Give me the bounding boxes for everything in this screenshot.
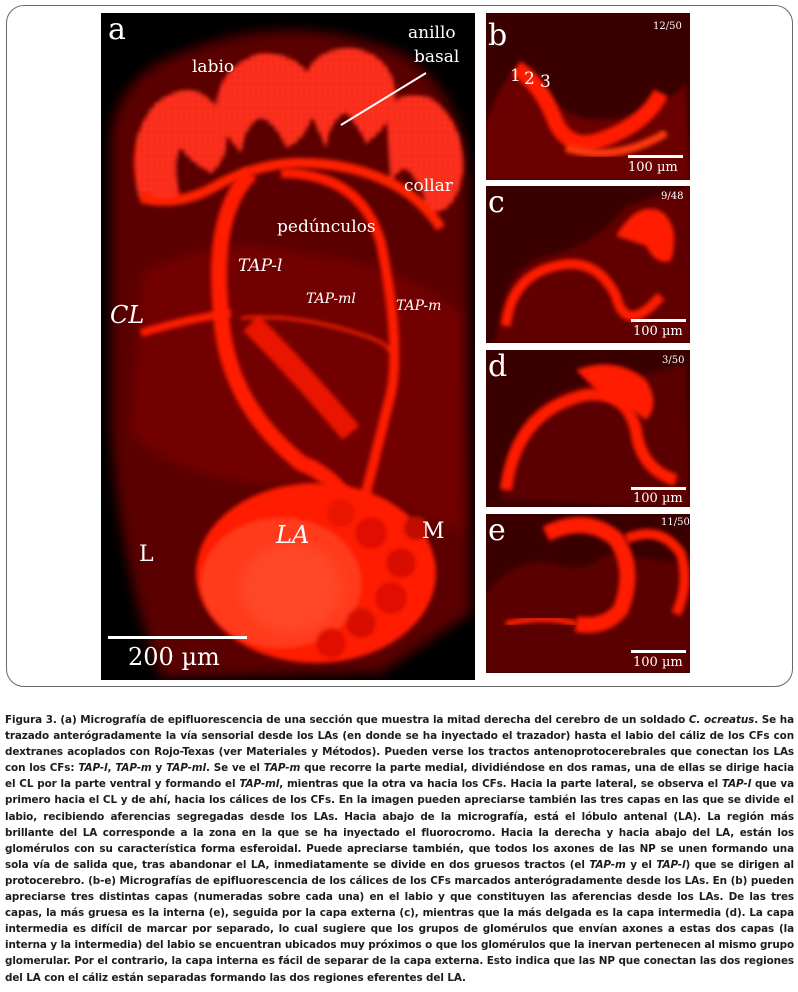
caption-tap-l: TAP-l [656, 858, 686, 871]
scale-bar-d [631, 487, 686, 490]
micrograph-panel-b [486, 13, 690, 180]
scale-bar-a [108, 636, 247, 639]
panel-b-letter: b [488, 18, 508, 53]
label-tap-m: TAP-m [396, 298, 442, 314]
label-cl: CL [110, 301, 145, 329]
caption-tap-m: TAP-m [589, 858, 626, 871]
caption-tap-ml: TAP-ml [239, 778, 280, 791]
label-l: L [139, 542, 154, 567]
caption-tap-l: TAP-l [78, 762, 108, 775]
label-tap-ml: TAP-ml [306, 291, 356, 307]
layer-3: 3 [540, 72, 551, 92]
caption-species: C. ocreatus [688, 714, 755, 726]
scale-label-a: 200 µm [128, 643, 220, 671]
micrograph-panel-c [486, 186, 690, 343]
caption-text: que va primero hacia el CL y de ahí, hacia los cálices de los CFs. En la imagen pueden apreciarse también las tres capas en las que se divide el labio, recibiendo aferencias segregadas desde los LAs. Hacia abajo de la micrografía, está el lóbulo antenal (LA). La región más brillante del LA corresponde a la zona en la que se ha inyectado el fluorocromo. Hacia la derecha y hacia abajo del LA, están los glomérulos con su característica forma esferoidal. Puede apreciarse también, que todos los axones de las NP se unen formando una sola vía de salida que, tras abandonar el LA, inmediatamente se divide en dos gruesos tractos (el [5, 778, 795, 871]
caption-text: . Se ha trazado anterógradamente la vía sensorial desde los LAs (en donde se ha inyectado el trazador) hasta el labio del cáliz de los CFs con dextranes acoplados con Rojo-Texas (ver Materiales y Métodos). Pueden verse los tractos antenoprotocerebrales que conectan los LAs con los CFs: [5, 714, 794, 775]
label-pedunculos: pedúnculos [277, 217, 376, 237]
section-count-e: 11/50 [661, 517, 690, 528]
scale-label-c: 100 µm [633, 324, 683, 339]
panel-d-letter: d [488, 350, 508, 384]
micrograph-panel-a [101, 13, 475, 680]
caption-text: (a) Micrografía de epifluorescencia de una sección que muestra la mitad derecha del cerebro de un soldado [56, 714, 689, 726]
caption-text: y el [625, 858, 657, 871]
figure-caption [5, 712, 794, 986]
caption-tap-m: TAP-m [115, 762, 152, 775]
micrograph-panel-d [486, 350, 690, 507]
caption-text: , mientras que la otra va hacia los CFs. Hacia la parte lateral, se observa el [279, 778, 722, 791]
label-basal: basal [414, 47, 460, 67]
label-anillo: anillo [408, 23, 456, 43]
caption-text: ) que se dirigen al protocerebro. (b-e) Micrografías de epifluorescencia de los cálices de los CFs marcados anterógradamente desde los LAs. En (b) pueden apreciarse tres distintas capas (numeradas sobre cada una) en el labio y que constituyen las aferencias desde los LAs. De las tres capas, la más gruesa es la interna (e), seguida por la capa externa (c), mientras que la más delgada es la capa intermedia (d). La capa intermedia es difícil de marcar por separado, lo cual sugiere que los grupos de glomérulos que envían axones a estas dos capas (la interna y la intermedia) del labio se encuentran ubicados muy próximos o que los glomérulos que la inervan pertenecen al mismo grupo glomerular. Por el contrario, la capa interna es fácil de separar de la capa externa. Esto indica que las NP que conectan las dos regiones del LA con el cáliz están separadas formando las dos regiones eferentes del LA. [5, 858, 795, 984]
scale-bar-e [631, 650, 686, 653]
caption-text: y [151, 762, 167, 775]
micrograph-d-image [486, 350, 690, 507]
label-labio: labio [192, 57, 235, 77]
layer-2: 2 [524, 69, 535, 89]
label-m: M [422, 519, 445, 544]
panel-a-letter: a [108, 13, 126, 47]
caption-text: , [107, 762, 116, 775]
label-tap-l: TAP-l [238, 256, 283, 276]
scale-bar-c [631, 319, 686, 322]
caption-tap-l: TAP-l [721, 778, 752, 791]
panel-c-letter: c [488, 186, 505, 220]
caption-tap-ml: TAP-ml [166, 762, 206, 775]
caption-tap-m: TAP-m [263, 762, 301, 775]
caption-figure-number: Figura 3. [5, 714, 57, 726]
scale-label-b: 100 µm [628, 160, 678, 175]
caption-text: . Se ve el [205, 762, 264, 775]
section-count-c: 9/48 [661, 191, 684, 202]
scale-bar-b [628, 155, 683, 158]
micrograph-panel-e [486, 514, 690, 673]
scale-label-e: 100 µm [633, 655, 683, 670]
label-collar: collar [404, 176, 453, 196]
panel-e-letter: e [488, 514, 506, 548]
label-la: LA [276, 521, 310, 549]
scale-label-d: 100 µm [633, 491, 683, 506]
section-count-d: 3/50 [662, 355, 685, 366]
section-count-b: 12/50 [653, 21, 682, 32]
caption-text: que recorre la parte medial, dividiéndose en dos ramas, una de ellas se dirige hacia el CL por la parte ventral y formando el [5, 762, 794, 791]
layer-1: 1 [510, 66, 521, 86]
